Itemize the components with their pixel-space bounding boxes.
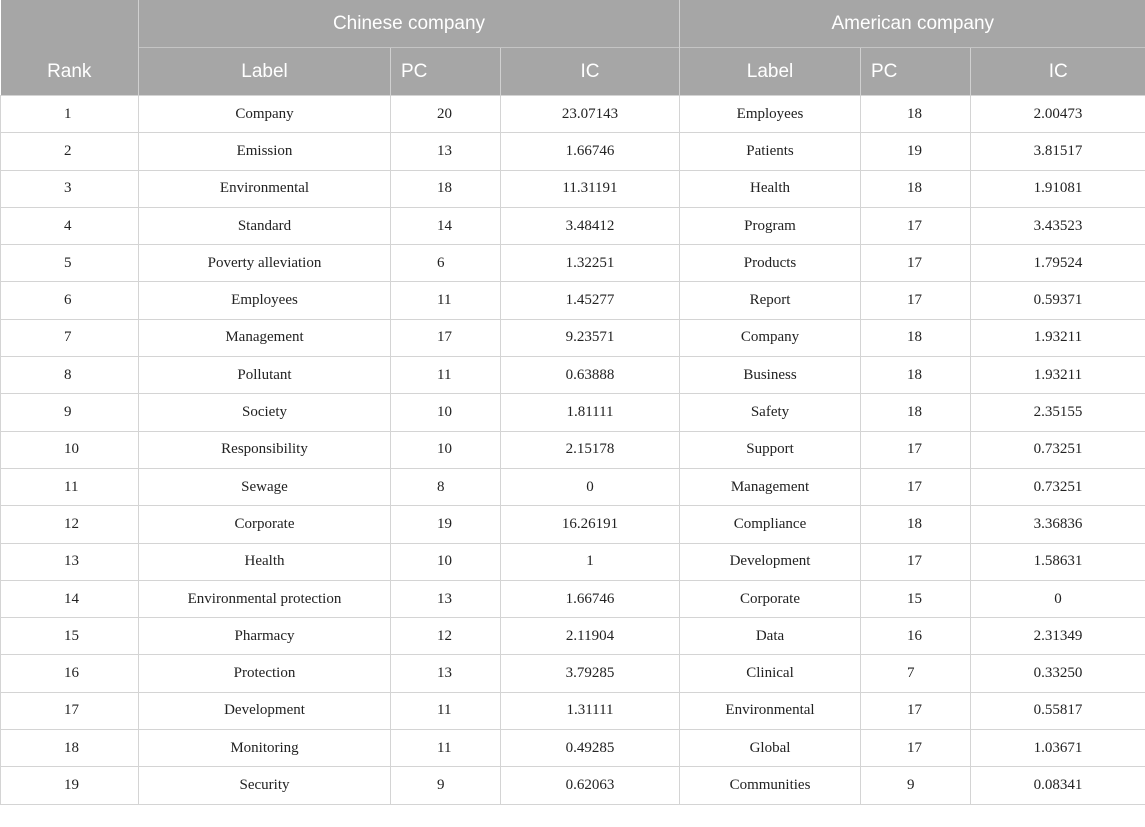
us-label-cell: Data [680,618,861,655]
cn-ic-cell: 3.79285 [501,655,680,692]
rank-cell: 6 [1,282,139,319]
cn-pc-cell: 18 [391,170,501,207]
us-pc-cell: 15 [861,580,971,617]
rank-cell: 9 [1,394,139,431]
header-rank: Rank [1,0,139,96]
cn-pc-cell: 10 [391,394,501,431]
cn-label-cell: Corporate [139,506,391,543]
cn-label-cell: Emission [139,133,391,170]
cn-pc-cell: 20 [391,96,501,133]
us-pc-cell: 16 [861,618,971,655]
us-ic-cell: 3.43523 [971,207,1145,244]
rank-cell: 11 [1,468,139,505]
us-label-cell: Patients [680,133,861,170]
cn-label-cell: Management [139,319,391,356]
cn-ic-cell: 1 [501,543,680,580]
header-cn-pc: PC [391,48,501,96]
cn-label-cell: Environmental protection [139,580,391,617]
table-row [1,468,1145,505]
cn-pc-cell: 11 [391,282,501,319]
us-pc-cell: 17 [861,431,971,468]
cn-label-cell: Protection [139,655,391,692]
us-pc-cell: 18 [861,319,971,356]
cn-pc-cell: 10 [391,431,501,468]
cn-ic-cell: 1.45277 [501,282,680,319]
cn-ic-cell: 2.15178 [501,431,680,468]
us-ic-cell: 1.03671 [971,730,1145,767]
cn-ic-cell: 0 [501,468,680,505]
us-label-cell: Safety [680,394,861,431]
table-body [1,96,1145,805]
table-row [1,580,1145,617]
rank-cell: 7 [1,319,139,356]
table-row [1,245,1145,282]
cn-ic-cell: 1.32251 [501,245,680,282]
us-pc-cell: 17 [861,245,971,282]
cn-pc-cell: 13 [391,133,501,170]
us-ic-cell: 0 [971,580,1145,617]
cn-ic-cell: 1.66746 [501,580,680,617]
cn-label-cell: Employees [139,282,391,319]
rank-cell: 14 [1,580,139,617]
cn-pc-cell: 8 [391,468,501,505]
cn-label-cell: Monitoring [139,730,391,767]
table-row [1,431,1145,468]
cn-ic-cell: 23.07143 [501,96,680,133]
us-pc-cell: 18 [861,357,971,394]
cn-ic-cell: 3.48412 [501,207,680,244]
rank-cell: 2 [1,133,139,170]
us-pc-cell: 19 [861,133,971,170]
rank-cell: 10 [1,431,139,468]
cn-pc-cell: 14 [391,207,501,244]
cn-label-cell: Company [139,96,391,133]
rank-cell: 12 [1,506,139,543]
us-label-cell: Management [680,468,861,505]
table-header [1,0,1145,96]
header-cn-label: Label [139,48,391,96]
table-row [1,96,1145,133]
rank-cell: 8 [1,357,139,394]
us-pc-cell: 18 [861,170,971,207]
cn-ic-cell: 1.66746 [501,133,680,170]
us-pc-cell: 7 [861,655,971,692]
us-ic-cell: 1.58631 [971,543,1145,580]
header-us-label: Label [680,48,861,96]
cn-label-cell: Standard [139,207,391,244]
us-pc-cell: 17 [861,282,971,319]
us-pc-cell: 17 [861,543,971,580]
rank-cell: 19 [1,767,139,804]
us-label-cell: Health [680,170,861,207]
header-us-ic: IC [971,48,1145,96]
us-label-cell: Global [680,730,861,767]
table-row [1,133,1145,170]
cn-ic-cell: 0.62063 [501,767,680,804]
cn-pc-cell: 6 [391,245,501,282]
rank-cell: 17 [1,692,139,729]
cn-label-cell: Sewage [139,468,391,505]
us-pc-cell: 17 [861,692,971,729]
us-ic-cell: 1.79524 [971,245,1145,282]
cn-ic-cell: 0.49285 [501,730,680,767]
table-row [1,319,1145,356]
us-label-cell: Support [680,431,861,468]
us-ic-cell: 3.36836 [971,506,1145,543]
us-ic-cell: 1.93211 [971,357,1145,394]
header-us-pc: PC [861,48,971,96]
us-pc-cell: 17 [861,207,971,244]
cn-pc-cell: 10 [391,543,501,580]
cn-ic-cell: 1.31111 [501,692,680,729]
cn-label-cell: Security [139,767,391,804]
rank-cell: 13 [1,543,139,580]
cn-label-cell: Pharmacy [139,618,391,655]
table-row [1,282,1145,319]
us-pc-cell: 18 [861,394,971,431]
us-label-cell: Company [680,319,861,356]
table-row [1,618,1145,655]
us-label-cell: Environmental [680,692,861,729]
rank-cell: 5 [1,245,139,282]
table-row [1,170,1145,207]
us-ic-cell: 0.59371 [971,282,1145,319]
us-ic-cell: 0.33250 [971,655,1145,692]
table-row [1,207,1145,244]
us-ic-cell: 0.55817 [971,692,1145,729]
cn-pc-cell: 12 [391,618,501,655]
us-label-cell: Business [680,357,861,394]
cn-ic-cell: 0.63888 [501,357,680,394]
cn-ic-cell: 9.23571 [501,319,680,356]
us-pc-cell: 17 [861,468,971,505]
table-row [1,394,1145,431]
cn-label-cell: Health [139,543,391,580]
cn-ic-cell: 2.11904 [501,618,680,655]
table-row [1,506,1145,543]
cn-ic-cell: 16.26191 [501,506,680,543]
us-label-cell: Program [680,207,861,244]
us-ic-cell: 3.81517 [971,133,1145,170]
us-ic-cell: 2.00473 [971,96,1145,133]
us-ic-cell: 0.08341 [971,767,1145,804]
cn-pc-cell: 11 [391,730,501,767]
table-row [1,543,1145,580]
us-ic-cell: 1.91081 [971,170,1145,207]
cn-label-cell: Poverty alleviation [139,245,391,282]
cn-pc-cell: 11 [391,357,501,394]
us-ic-cell: 1.93211 [971,319,1145,356]
cn-ic-cell: 1.81111 [501,394,680,431]
us-ic-cell: 2.31349 [971,618,1145,655]
cn-pc-cell: 19 [391,506,501,543]
cn-label-cell: Society [139,394,391,431]
rank-cell: 4 [1,207,139,244]
us-label-cell: Development [680,543,861,580]
us-label-cell: Employees [680,96,861,133]
table-row [1,730,1145,767]
us-ic-cell: 2.35155 [971,394,1145,431]
us-label-cell: Report [680,282,861,319]
header-group-chinese: Chinese company [139,0,680,48]
cn-pc-cell: 13 [391,580,501,617]
header-cn-ic: IC [501,48,680,96]
us-ic-cell: 0.73251 [971,468,1145,505]
us-ic-cell: 0.73251 [971,431,1145,468]
cn-pc-cell: 9 [391,767,501,804]
cn-pc-cell: 17 [391,319,501,356]
cn-label-cell: Environmental [139,170,391,207]
table-row [1,357,1145,394]
table-row [1,655,1145,692]
cn-label-cell: Development [139,692,391,729]
rank-cell: 16 [1,655,139,692]
us-label-cell: Corporate [680,580,861,617]
rank-cell: 3 [1,170,139,207]
cn-ic-cell: 11.31191 [501,170,680,207]
rank-cell: 18 [1,730,139,767]
us-pc-cell: 18 [861,96,971,133]
us-label-cell: Compliance [680,506,861,543]
rank-cell: 1 [1,96,139,133]
us-pc-cell: 9 [861,767,971,804]
us-label-cell: Products [680,245,861,282]
table-row [1,767,1145,804]
us-label-cell: Clinical [680,655,861,692]
cn-label-cell: Responsibility [139,431,391,468]
table-row [1,692,1145,729]
us-pc-cell: 17 [861,730,971,767]
rank-cell: 15 [1,618,139,655]
us-pc-cell: 18 [861,506,971,543]
cn-pc-cell: 11 [391,692,501,729]
header-group-american: American company [680,0,1145,48]
cn-label-cell: Pollutant [139,357,391,394]
cn-pc-cell: 13 [391,655,501,692]
us-label-cell: Communities [680,767,861,804]
